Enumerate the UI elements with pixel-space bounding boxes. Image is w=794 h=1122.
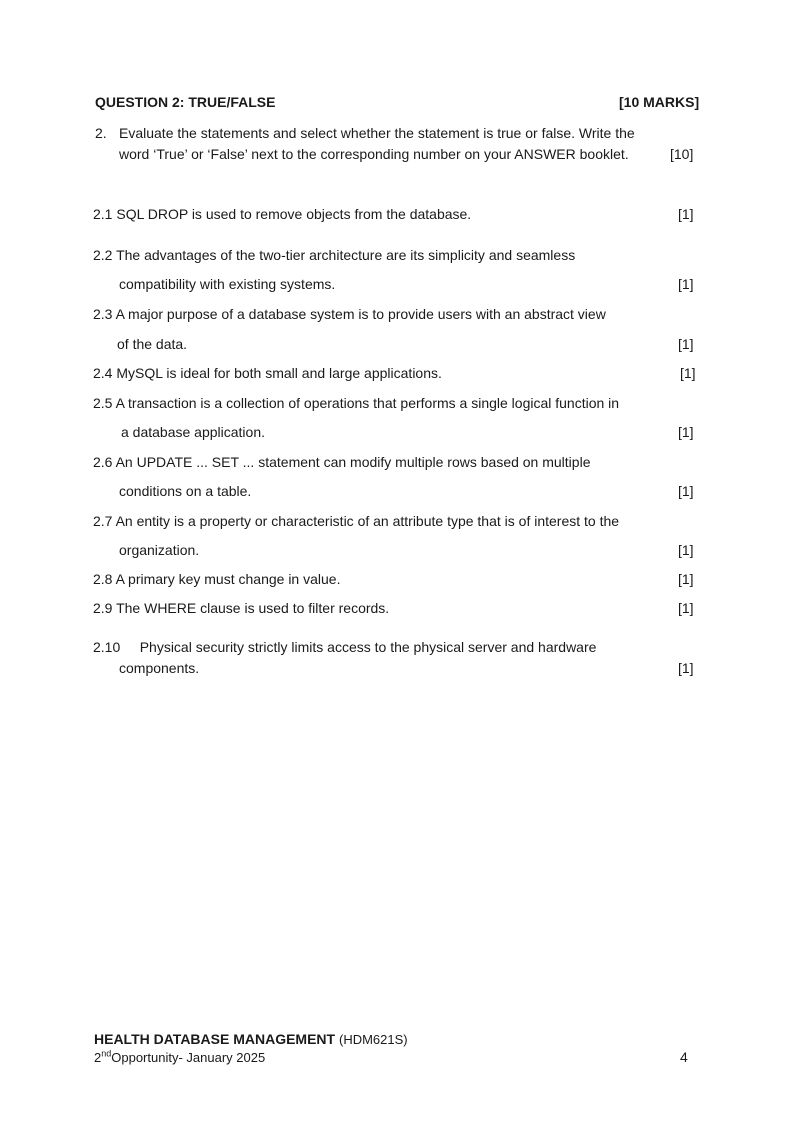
question-2-6: 2.6 An UPDATE ... SET ... statement can modify multiple rows based on multiple — [93, 454, 591, 470]
question-title: QUESTION 2: TRUE/FALSE — [95, 94, 276, 110]
instruction-line-2: word ‘True’ or ‘False’ next to the corresponding number on your ANSWER booklet. — [119, 146, 629, 162]
question-2-10: 2.10 Physical security strictly limits access to the physical server and hardware — [93, 639, 597, 655]
question-2-3-cont: of the data. — [117, 336, 188, 352]
question-2-2: 2.2 The advantages of the two-tier architecture are its simplicity and seamless — [93, 247, 576, 263]
footer-opp-number: 2 — [94, 1050, 102, 1065]
footer-opp-suffix: nd — [101, 1048, 112, 1059]
footer-opp-text: Opportunity- January 2025 — [111, 1050, 266, 1065]
question-2-2-cont: compatibility with existing systems. — [119, 276, 336, 292]
instruction-marks: [10] — [670, 146, 694, 162]
question-2-10-cont: components. — [119, 660, 200, 676]
question-2-10-marks: [1] — [678, 660, 694, 676]
question-2-8-marks: [1] — [678, 571, 694, 587]
question-2-1: 2.1 SQL DROP is used to remove objects from the database. — [93, 206, 472, 222]
question-2-3-marks: [1] — [678, 336, 694, 352]
footer-opportunity — [94, 1049, 265, 1066]
footer-course-name: HEALTH DATABASE MANAGEMENT — [94, 1031, 336, 1047]
question-2-2-marks: [1] — [678, 276, 694, 292]
footer-course-code: (HDM621S) — [339, 1032, 408, 1047]
question-2-5-cont: a database application. — [121, 424, 265, 440]
question-2-6-marks: [1] — [678, 483, 694, 499]
question-2-3: 2.3 A major purpose of a database system is to provide users with an abstract view — [93, 306, 606, 322]
question-marks: [10 MARKS] — [619, 94, 700, 110]
footer-course — [94, 1031, 408, 1048]
question-2-7-cont: organization. — [119, 542, 200, 558]
question-2-1-marks: [1] — [678, 206, 694, 222]
question-2-7-marks: [1] — [678, 542, 694, 558]
question-2-8: 2.8 A primary key must change in value. — [93, 571, 341, 587]
page-number: 4 — [680, 1049, 688, 1065]
question-2-9-marks: [1] — [678, 600, 694, 616]
question-2-9: 2.9 The WHERE clause is used to filter records. — [93, 600, 390, 616]
question-2-6-cont: conditions on a table. — [119, 483, 252, 499]
question-2-7: 2.7 An entity is a property or characteristic of an attribute type that is of interest to the — [93, 513, 620, 529]
instruction-number: 2. — [95, 125, 107, 141]
question-2-4: 2.4 MySQL is ideal for both small and large applications. — [93, 365, 442, 381]
question-2-5-marks: [1] — [678, 424, 694, 440]
question-2-5: 2.5 A transaction is a collection of operations that performs a single logical function in — [93, 395, 620, 411]
question-2-4-marks: [1] — [680, 365, 696, 381]
instruction-line-1: Evaluate the statements and select whether the statement is true or false. Write the — [119, 125, 635, 141]
